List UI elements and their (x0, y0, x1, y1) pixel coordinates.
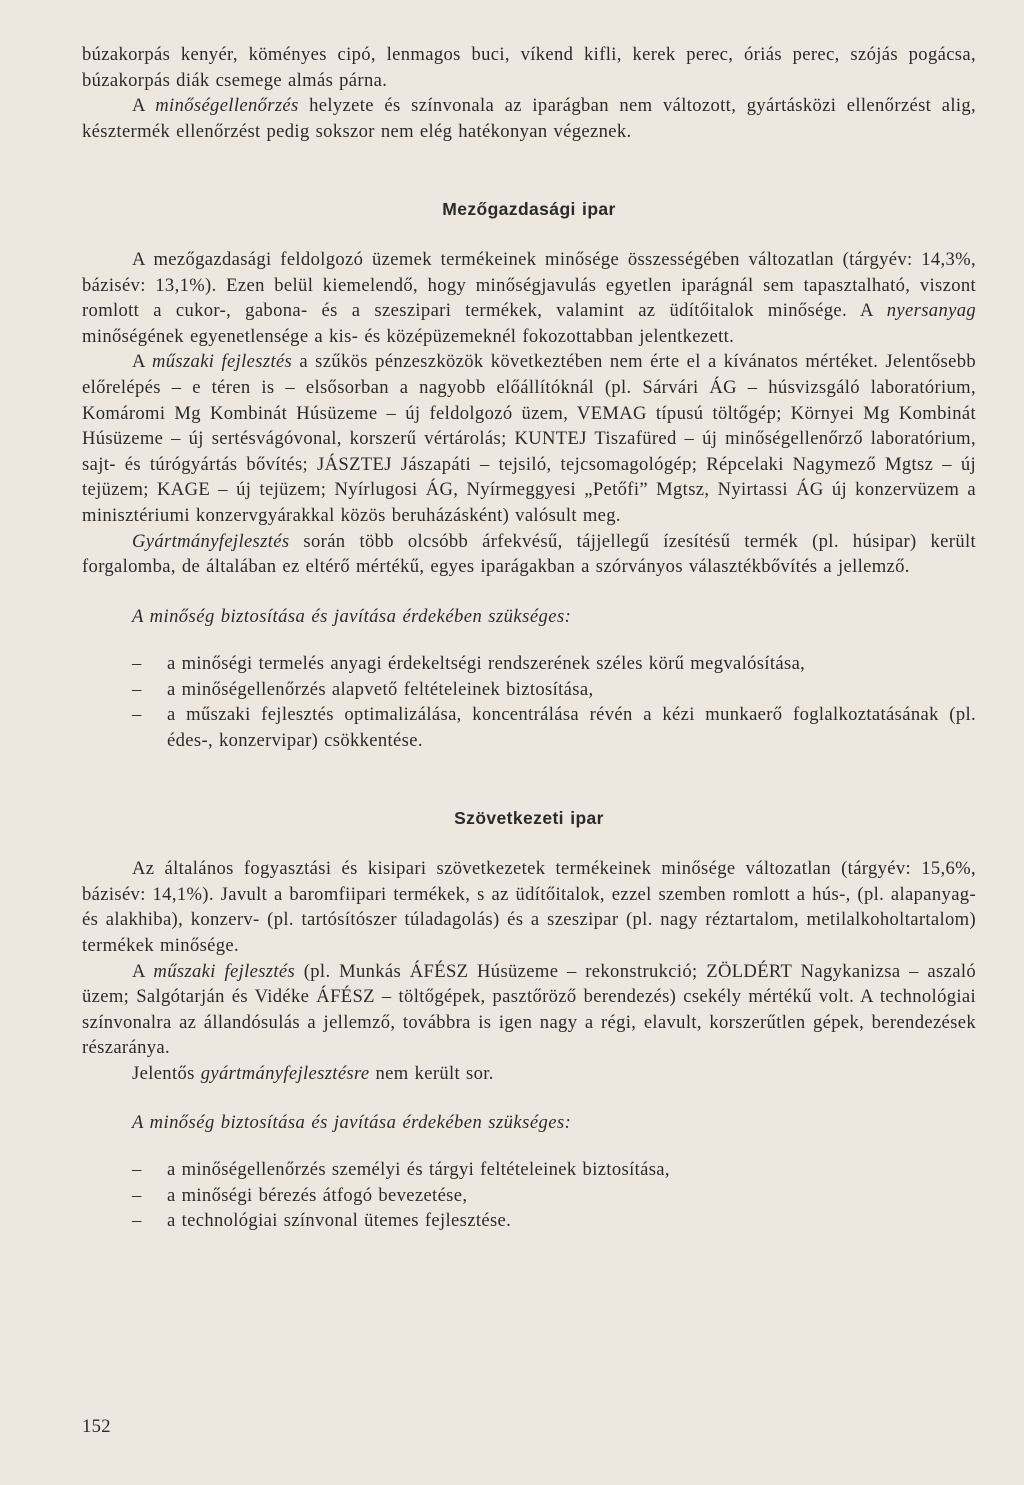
text-run: nem került sor. (369, 1063, 494, 1084)
emphasis-term: gyártmányfejlesztésre (200, 1063, 370, 1084)
requirements-list (82, 651, 976, 753)
list-item-text: a minőségi bérezés átfogó bevezetése, (167, 1184, 468, 1206)
text-run: A (132, 95, 156, 117)
text-run: A mezőgazdasági feldolgozó üzemek termékeinek minősége összességében változatlan (tárgyév: 14,3%, bázisév: 13,1%). Ezen belül kiemelendő, hogy minőségjavulás egyetlen iparágnál sem tapasztalható, viszont romlott a cukor-, gabona- és a szeszipari termékek, valamint az üdítőitalok minősége. A (82, 248, 976, 322)
szovetkezeti-paragraph-2 (82, 959, 976, 1061)
mezogazdasagi-paragraph-3 (82, 529, 976, 580)
list-item-text: a minőségi termelés anyagi érdekeltségi rendszerének széles körű megvalósítása, (167, 653, 806, 675)
mezogazdasagi-paragraph-2 (82, 349, 976, 528)
page-body (82, 42, 976, 1234)
list-item (82, 1208, 976, 1234)
emphasis-term: műszaki fejlesztés (153, 960, 296, 982)
list-item (82, 1157, 976, 1183)
list-item (82, 677, 976, 703)
emphasis-term: nyersanyag (886, 300, 976, 322)
text-run: (pl. Munkás ÁFÉSZ Húsüzeme – rekonstrukció; ZÖLDÉRT Nagykanizsa – aszaló üzem; Salgótarján és Vidéke ÁFÉSZ – töltőgépek, pasztőröző berendezés) csekély mértékű volt. A technológiai színvonalra az állandósulás a jellemző, továbbra is igen nagy a régi, elavult, korszerűtlen gépek, berendezések részaránya. (82, 960, 976, 1059)
requirements-heading: A minőség biztosítása és javítása érdekében szükséges: (132, 605, 572, 627)
emphasis-term: Gyártmányfejlesztés (132, 530, 290, 552)
text-run: A (132, 960, 154, 982)
dash-bullet: – (132, 1210, 142, 1232)
requirements-list (82, 1157, 976, 1234)
text-run: minőségének egyenetlensége a kis- és középüzemeknél fokozottabban jelentkezett. (82, 325, 735, 347)
emphasis-term: műszaki fejlesztés (151, 351, 293, 373)
text-run: a szűkös pénzeszközök következtében nem érte el a kívánatos mértéket. Jelentősebb előrelépés – e téren is – elsősorban a nagyobb előállítóknál (pl. Sárvári ÁG – húsvizsgáló laboratórium, Komáromi Mg Kombinát Húsüzeme – új feldolgozó üzem, VEMAG típusú töltőgép; Környei Mg Kombinát Húsüzeme – új sertésvágóvonal, korszerű vértárolás; KUNTEJ Tiszafüred – új minőségellenőrző laboratórium, sajt- és túrógyártás bővítés; JÁSZTEJ Jászapáti – tejsiló, tejcsomagológép; Répcelaki Nagymező Mgtsz – új tejüzem; KAGE – új tejüzem; Nyírlugosi ÁG, Nyírmeggyesi „Petőfi” Mgtsz, Nyirtassi ÁG új konzervüzem a minisztériumi konzervgyárakkal közös beruházásként) valósult meg. (82, 351, 976, 526)
text-run: helyzete és színvonala az iparágban nem változott, gyártásközi ellenőrzést alig, késztermék ellenőrzést pedig sokszor nem elég hatékonyan végeznek. (82, 95, 976, 142)
intro-paragraph-1: búzakorpás kenyér, köményes cipó, lenmagos buci, víkend kifli, kerek perec, óriás perec, szójás pogácsa, búzakorpás diák csemege almás párna. (82, 44, 976, 91)
dash-bullet: – (132, 653, 142, 675)
dash-bullet: – (132, 678, 142, 700)
text-run: során több olcsóbb árfekvésű, tájjellegű ízesítésű termék (pl. húsipar) került forgalomba, de általában ez eltérő mértékű, egyes iparágakban a szórványos választékbővítés a jellemző. (82, 530, 976, 578)
szovetkezeti-paragraph-1: Az általános fogyasztási és kisipari szövetkezetek termékeinek minősége változatlan (tárgyév: 15,6%, bázisév: 14,1%). Javult a baromfiipari termékek, s az üdítőitalok, ezzel szemben romlott a hús-, (pl. alapanyag- és alakhiba), konzerv- (pl. tartósítószer túladagolás) és a szeszipar (pl. nagy réztartalom, metilalkoholtartalom) termékek minősége. (82, 858, 976, 957)
intro-paragraph-2 (82, 93, 976, 144)
dash-bullet: – (132, 1184, 142, 1206)
page-number: 152 (82, 1416, 111, 1437)
list-item-text: a technológiai színvonal ütemes fejlesztése. (167, 1210, 512, 1232)
section-heading-mezogazdasagi: Mezőgazdasági ipar (442, 199, 616, 220)
dash-bullet: – (132, 704, 142, 726)
section-heading-szovetkezeti: Szövetkezeti ipar (454, 807, 604, 828)
list-item (82, 651, 976, 677)
list-item-text: a minőségellenőrzés személyi és tárgyi feltételeinek biztosítása, (167, 1159, 670, 1181)
list-item-text: a minőségellenőrzés alapvető feltételeinek biztosítása, (167, 678, 594, 700)
szovetkezeti-paragraph-3 (82, 1061, 976, 1087)
list-item (82, 1183, 976, 1209)
text-run: A (132, 351, 152, 373)
requirements-heading: A minőség biztosítása és javítása érdekében szükséges: (132, 1111, 572, 1133)
emphasis-term: minőségellenőrzés (155, 95, 299, 117)
list-item (82, 702, 976, 753)
mezogazdasagi-paragraph-1 (82, 247, 976, 349)
text-run: Jelentős (132, 1063, 201, 1084)
list-item-text: a műszaki fejlesztés optimalizálása, koncentrálása révén a kézi munkaerő foglalkoztatásának (pl. édes-, konzervipar) csökkentése. (167, 704, 976, 752)
dash-bullet: – (132, 1159, 142, 1181)
